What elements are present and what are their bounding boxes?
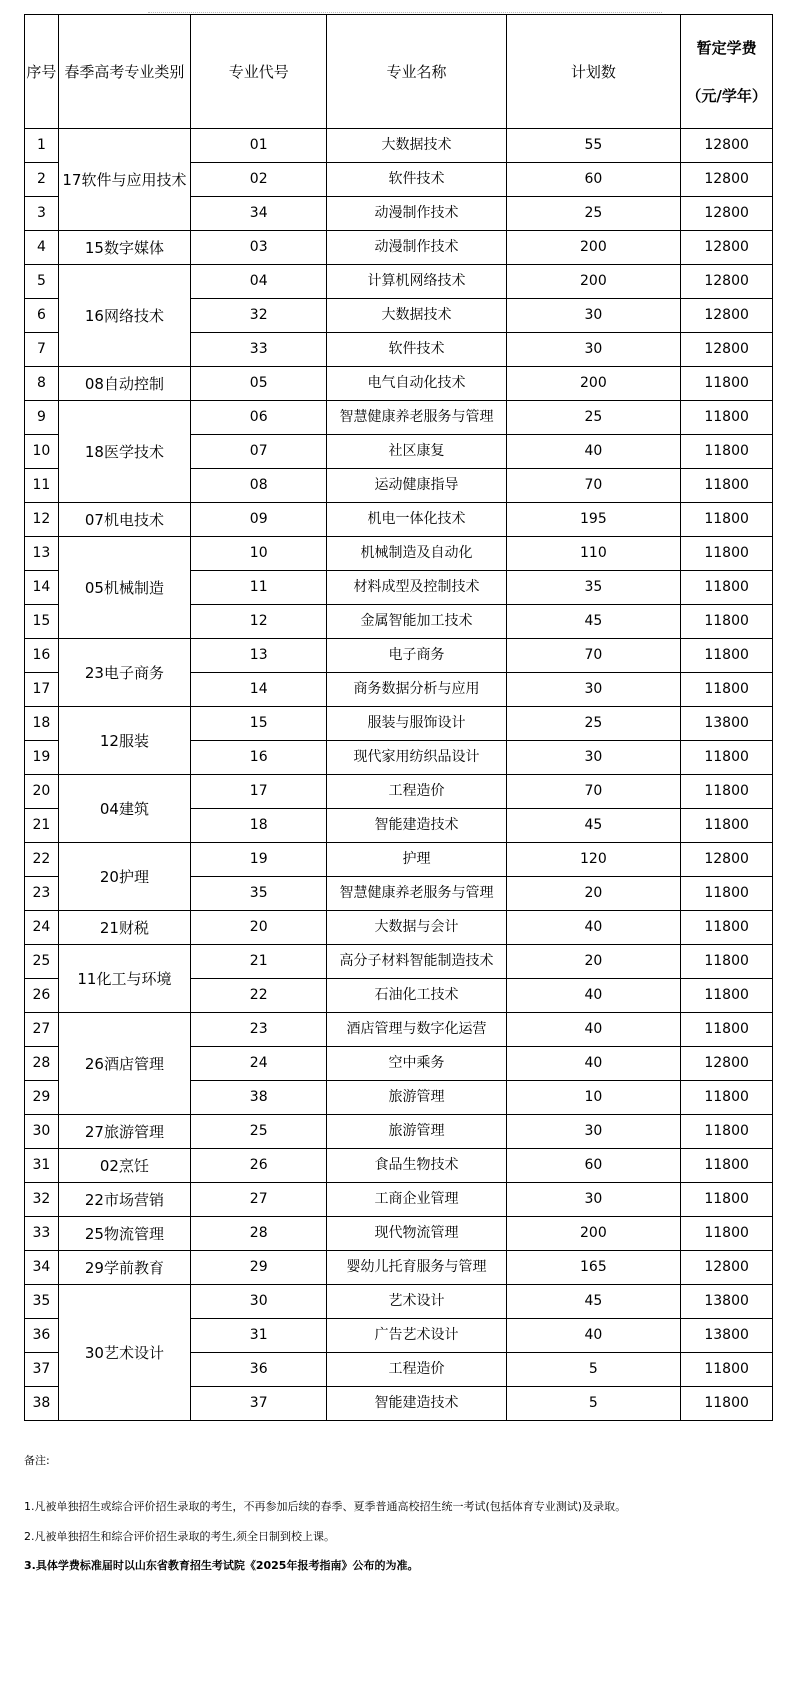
cell-plan: 70 (506, 639, 681, 673)
cell-code: 08 (190, 469, 326, 503)
cell-code: 21 (190, 945, 326, 979)
cell-code: 35 (190, 877, 326, 911)
note-item-1: 1.凡被单独招生或综合评价招生录取的考生，不再参加后续的春季、夏季普通高校招生统一考试(包括体育专业测试)及录取。 (24, 1500, 627, 1513)
cell-plan: 40 (506, 1013, 681, 1047)
cell-code: 33 (190, 333, 326, 367)
cell-seq: 9 (25, 401, 59, 435)
header-fee (681, 15, 773, 129)
cell-code: 22 (190, 979, 326, 1013)
cell-seq: 32 (25, 1183, 59, 1217)
cell-plan: 20 (506, 877, 681, 911)
cell-fee: 11800 (681, 1081, 773, 1115)
cell-plan: 60 (506, 1149, 681, 1183)
cell-plan: 25 (506, 707, 681, 741)
cell-seq: 17 (25, 673, 59, 707)
cell-major: 智慧健康养老服务与管理 (327, 877, 506, 911)
cell-code: 07 (190, 435, 326, 469)
cell-fee: 11800 (681, 367, 773, 401)
cell-seq: 25 (25, 945, 59, 979)
table-row (25, 1115, 773, 1149)
cell-seq: 20 (25, 775, 59, 809)
cell-code: 16 (190, 741, 326, 775)
cell-plan: 45 (506, 809, 681, 843)
cell-plan: 5 (506, 1387, 681, 1421)
cell-seq: 11 (25, 469, 59, 503)
cell-seq: 7 (25, 333, 59, 367)
note-item-3: 3.具体学费标准届时以山东省教育招生考试院《2025年报考指南》公布的为准。 (24, 1559, 419, 1572)
cell-plan: 200 (506, 265, 681, 299)
cell-fee: 12800 (681, 163, 773, 197)
cell-major: 智慧健康养老服务与管理 (327, 401, 506, 435)
cell-fee: 11800 (681, 775, 773, 809)
cell-major: 工商企业管理 (327, 1183, 506, 1217)
cell-seq: 34 (25, 1251, 59, 1285)
cell-major: 软件技术 (327, 163, 506, 197)
cell-fee: 11800 (681, 741, 773, 775)
cell-plan: 110 (506, 537, 681, 571)
table-row (25, 707, 773, 741)
cell-fee: 11800 (681, 809, 773, 843)
cell-code: 06 (190, 401, 326, 435)
cell-fee: 13800 (681, 707, 773, 741)
cell-major: 现代家用纺织品设计 (327, 741, 506, 775)
cell-plan: 40 (506, 911, 681, 945)
cell-major: 智能建造技术 (327, 809, 506, 843)
cell-fee: 12800 (681, 231, 773, 265)
cell-seq: 29 (25, 1081, 59, 1115)
cell-code: 28 (190, 1217, 326, 1251)
header-row (25, 15, 773, 129)
cell-major: 工程造价 (327, 775, 506, 809)
table-row (25, 503, 773, 537)
cell-fee: 11800 (681, 401, 773, 435)
table-row (25, 639, 773, 673)
cell-seq: 14 (25, 571, 59, 605)
cell-major: 服装与服饰设计 (327, 707, 506, 741)
table-row (25, 1285, 773, 1319)
cell-fee: 12800 (681, 265, 773, 299)
cell-code: 17 (190, 775, 326, 809)
cell-fee: 13800 (681, 1285, 773, 1319)
table-row (25, 775, 773, 809)
cell-fee: 11800 (681, 1149, 773, 1183)
cell-category: 16网络技术 (58, 265, 190, 367)
header-seq: 序号 (25, 15, 59, 129)
cell-category: 04建筑 (58, 775, 190, 843)
cell-plan: 200 (506, 231, 681, 265)
cell-seq: 37 (25, 1353, 59, 1387)
cell-code: 26 (190, 1149, 326, 1183)
cell-major: 金属智能加工技术 (327, 605, 506, 639)
cell-plan: 30 (506, 1115, 681, 1149)
cell-code: 14 (190, 673, 326, 707)
cell-fee: 11800 (681, 605, 773, 639)
cell-plan: 40 (506, 979, 681, 1013)
cell-code: 12 (190, 605, 326, 639)
table-row (25, 129, 773, 163)
cell-seq: 15 (25, 605, 59, 639)
cell-seq: 23 (25, 877, 59, 911)
cell-seq: 13 (25, 537, 59, 571)
cell-category: 18医学技术 (58, 401, 190, 503)
table-row (25, 231, 773, 265)
header-plan: 计划数 (506, 15, 681, 129)
cell-seq: 35 (25, 1285, 59, 1319)
cell-code: 36 (190, 1353, 326, 1387)
cell-category: 02烹饪 (58, 1149, 190, 1183)
table-row (25, 1251, 773, 1285)
cell-category: 15数字媒体 (58, 231, 190, 265)
cell-plan: 165 (506, 1251, 681, 1285)
cell-major: 食品生物技术 (327, 1149, 506, 1183)
cell-plan: 200 (506, 1217, 681, 1251)
cell-code: 11 (190, 571, 326, 605)
cell-code: 34 (190, 197, 326, 231)
cell-category: 12服装 (58, 707, 190, 775)
cell-category: 11化工与环境 (58, 945, 190, 1013)
table-row (25, 1217, 773, 1251)
cell-seq: 3 (25, 197, 59, 231)
cell-plan: 35 (506, 571, 681, 605)
cell-major: 大数据与会计 (327, 911, 506, 945)
cell-fee: 11800 (681, 1013, 773, 1047)
cell-plan: 70 (506, 469, 681, 503)
cell-major: 婴幼儿托育服务与管理 (327, 1251, 506, 1285)
cell-major: 现代物流管理 (327, 1217, 506, 1251)
cell-seq: 26 (25, 979, 59, 1013)
header-major: 专业名称 (327, 15, 506, 129)
cell-fee: 11800 (681, 945, 773, 979)
cell-major: 动漫制作技术 (327, 231, 506, 265)
cell-major: 软件技术 (327, 333, 506, 367)
cell-code: 02 (190, 163, 326, 197)
cell-fee: 12800 (681, 197, 773, 231)
cell-code: 25 (190, 1115, 326, 1149)
cell-major: 社区康复 (327, 435, 506, 469)
cell-fee: 13800 (681, 1319, 773, 1353)
cell-category: 08自动控制 (58, 367, 190, 401)
cell-major: 商务数据分析与应用 (327, 673, 506, 707)
cell-major: 运动健康指导 (327, 469, 506, 503)
cell-category: 23电子商务 (58, 639, 190, 707)
cell-fee: 11800 (681, 673, 773, 707)
cell-major: 石油化工技术 (327, 979, 506, 1013)
cell-fee: 11800 (681, 1387, 773, 1421)
cell-major: 动漫制作技术 (327, 197, 506, 231)
cell-major: 智能建造技术 (327, 1387, 506, 1421)
cell-fee: 11800 (681, 639, 773, 673)
cell-seq: 24 (25, 911, 59, 945)
table-row (25, 1013, 773, 1047)
table-row (25, 945, 773, 979)
cell-seq: 6 (25, 299, 59, 333)
cell-major: 高分子材料智能制造技术 (327, 945, 506, 979)
enrollment-plan-table (24, 14, 773, 1421)
cell-major: 机械制造及自动化 (327, 537, 506, 571)
cell-plan: 25 (506, 197, 681, 231)
cell-seq: 31 (25, 1149, 59, 1183)
cell-major: 材料成型及控制技术 (327, 571, 506, 605)
cell-seq: 2 (25, 163, 59, 197)
cell-seq: 12 (25, 503, 59, 537)
table-row (25, 1149, 773, 1183)
cell-plan: 45 (506, 605, 681, 639)
cell-major: 护理 (327, 843, 506, 877)
cell-plan: 25 (506, 401, 681, 435)
cell-plan: 30 (506, 673, 681, 707)
cell-fee: 12800 (681, 1047, 773, 1081)
table-row (25, 401, 773, 435)
cell-plan: 30 (506, 299, 681, 333)
cell-plan: 45 (506, 1285, 681, 1319)
cell-major: 艺术设计 (327, 1285, 506, 1319)
table-row (25, 537, 773, 571)
table-row (25, 911, 773, 945)
cell-fee: 12800 (681, 1251, 773, 1285)
cell-code: 01 (190, 129, 326, 163)
cell-fee: 11800 (681, 469, 773, 503)
cell-plan: 30 (506, 741, 681, 775)
cell-code: 13 (190, 639, 326, 673)
table-row (25, 265, 773, 299)
cell-seq: 18 (25, 707, 59, 741)
cell-seq: 22 (25, 843, 59, 877)
cell-plan: 40 (506, 435, 681, 469)
cell-major: 酒店管理与数字化运营 (327, 1013, 506, 1047)
cell-fee: 12800 (681, 333, 773, 367)
cell-fee: 11800 (681, 979, 773, 1013)
cell-plan: 30 (506, 1183, 681, 1217)
cell-seq: 21 (25, 809, 59, 843)
cell-seq: 19 (25, 741, 59, 775)
table-body (25, 129, 773, 1421)
cell-category: 17软件与应用技术 (58, 129, 190, 231)
cell-major: 计算机网络技术 (327, 265, 506, 299)
cell-plan: 40 (506, 1047, 681, 1081)
table-row (25, 843, 773, 877)
header-code: 专业代号 (190, 15, 326, 129)
cell-seq: 33 (25, 1217, 59, 1251)
cell-code: 04 (190, 265, 326, 299)
cell-fee: 11800 (681, 1353, 773, 1387)
cell-category: 27旅游管理 (58, 1115, 190, 1149)
cell-category: 29学前教育 (58, 1251, 190, 1285)
cell-code: 27 (190, 1183, 326, 1217)
cell-plan: 200 (506, 367, 681, 401)
cell-major: 大数据技术 (327, 299, 506, 333)
cell-seq: 36 (25, 1319, 59, 1353)
cell-seq: 30 (25, 1115, 59, 1149)
cell-fee: 12800 (681, 129, 773, 163)
cell-plan: 55 (506, 129, 681, 163)
header-fee-line2: （元/学年） (686, 86, 767, 105)
cell-seq: 16 (25, 639, 59, 673)
cell-fee: 12800 (681, 843, 773, 877)
top-divider (148, 12, 662, 13)
cell-major: 机电一体化技术 (327, 503, 506, 537)
cell-fee: 11800 (681, 911, 773, 945)
cell-seq: 4 (25, 231, 59, 265)
cell-seq: 8 (25, 367, 59, 401)
cell-major: 旅游管理 (327, 1115, 506, 1149)
cell-seq: 38 (25, 1387, 59, 1421)
cell-major: 工程造价 (327, 1353, 506, 1387)
cell-code: 30 (190, 1285, 326, 1319)
header-fee-line1: 暂定学费 (696, 38, 757, 57)
note-item-2: 2.凡被单独招生和综合评价招生录取的考生,须全日制到校上课。 (24, 1530, 335, 1543)
cell-major: 空中乘务 (327, 1047, 506, 1081)
cell-category: 26酒店管理 (58, 1013, 190, 1115)
cell-fee: 11800 (681, 1217, 773, 1251)
cell-major: 电气自动化技术 (327, 367, 506, 401)
cell-plan: 70 (506, 775, 681, 809)
cell-fee: 11800 (681, 435, 773, 469)
cell-plan: 120 (506, 843, 681, 877)
cell-category: 21财税 (58, 911, 190, 945)
cell-code: 31 (190, 1319, 326, 1353)
cell-code: 32 (190, 299, 326, 333)
cell-plan: 195 (506, 503, 681, 537)
cell-plan: 40 (506, 1319, 681, 1353)
cell-code: 03 (190, 231, 326, 265)
cell-fee: 11800 (681, 537, 773, 571)
cell-fee: 11800 (681, 1183, 773, 1217)
cell-seq: 28 (25, 1047, 59, 1081)
cell-seq: 5 (25, 265, 59, 299)
cell-code: 24 (190, 1047, 326, 1081)
cell-category: 25物流管理 (58, 1217, 190, 1251)
cell-seq: 1 (25, 129, 59, 163)
cell-major: 大数据技术 (327, 129, 506, 163)
cell-code: 37 (190, 1387, 326, 1421)
cell-code: 20 (190, 911, 326, 945)
cell-code: 38 (190, 1081, 326, 1115)
cell-fee: 12800 (681, 299, 773, 333)
cell-seq: 10 (25, 435, 59, 469)
cell-plan: 10 (506, 1081, 681, 1115)
cell-category: 07机电技术 (58, 503, 190, 537)
cell-major: 电子商务 (327, 639, 506, 673)
header-category: 春季高考专业类别 (58, 15, 190, 129)
cell-code: 23 (190, 1013, 326, 1047)
cell-seq: 27 (25, 1013, 59, 1047)
cell-code: 18 (190, 809, 326, 843)
cell-code: 15 (190, 707, 326, 741)
cell-code: 10 (190, 537, 326, 571)
cell-code: 19 (190, 843, 326, 877)
cell-fee: 11800 (681, 503, 773, 537)
table-row (25, 1183, 773, 1217)
cell-code: 05 (190, 367, 326, 401)
cell-plan: 60 (506, 163, 681, 197)
cell-fee: 11800 (681, 571, 773, 605)
cell-fee: 11800 (681, 1115, 773, 1149)
cell-code: 09 (190, 503, 326, 537)
cell-plan: 30 (506, 333, 681, 367)
cell-plan: 5 (506, 1353, 681, 1387)
cell-category: 20护理 (58, 843, 190, 911)
notes-title: 备注: (24, 1454, 50, 1467)
cell-major: 旅游管理 (327, 1081, 506, 1115)
cell-category: 05机械制造 (58, 537, 190, 639)
cell-major: 广告艺术设计 (327, 1319, 506, 1353)
cell-plan: 20 (506, 945, 681, 979)
cell-fee: 11800 (681, 877, 773, 911)
table-row (25, 367, 773, 401)
cell-category: 22市场营销 (58, 1183, 190, 1217)
cell-code: 29 (190, 1251, 326, 1285)
cell-category: 30艺术设计 (58, 1285, 190, 1421)
